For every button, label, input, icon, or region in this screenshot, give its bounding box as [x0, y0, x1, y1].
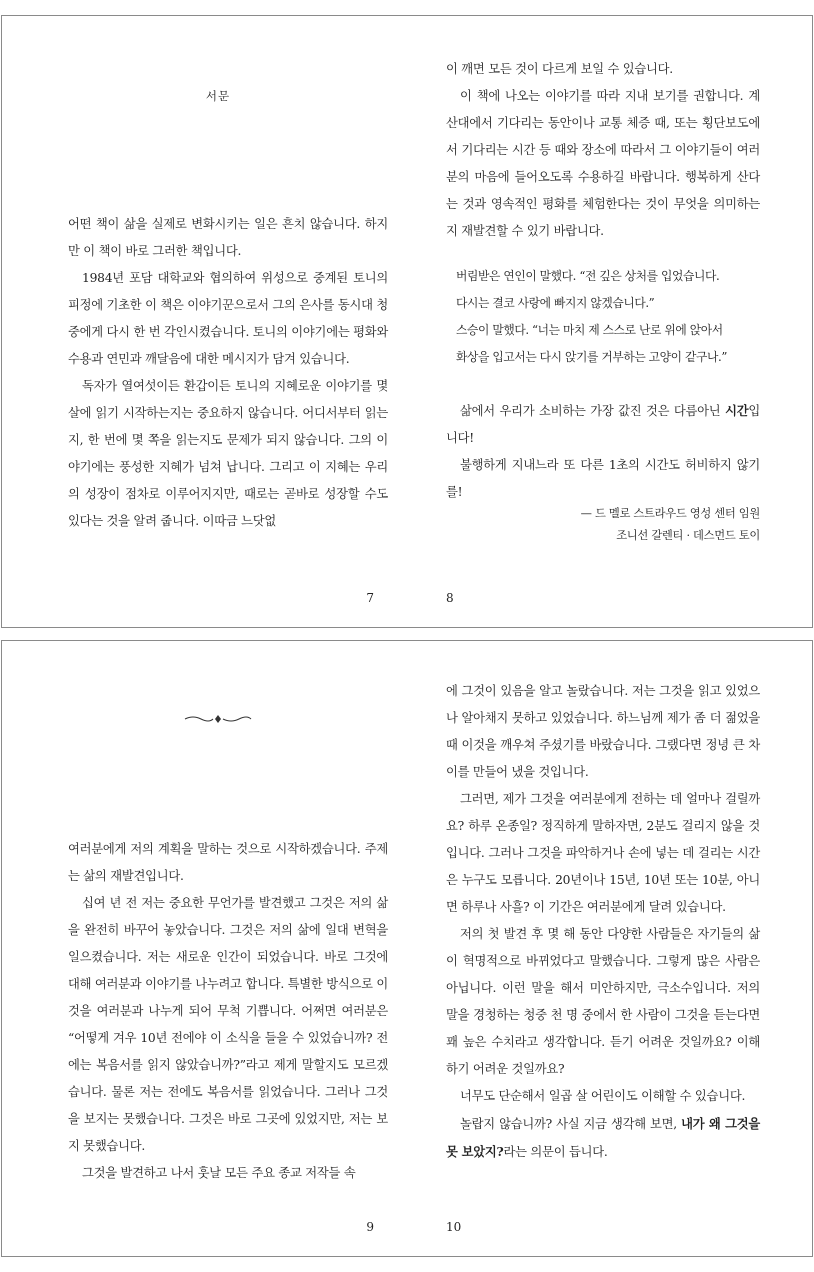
closing-text: [446, 397, 760, 506]
paragraph: 그러면, 제가 그것을 여러분에게 전하는 데 얼마나 걸릴까요? 하루 온종일? 정직하게 말하자면, 2분도 걸리지 않을 것입니다. 그러나 그것을 파악하거나 손에 넣는 데 걸리는 시간은 누구도 모릅니다. 20년이나 15년, 10년 또는 10분, 아니면 하루나 사흘? 이 기간은 여러분에게 달려 있습니다.: [446, 792, 760, 914]
page-7: [2, 16, 408, 627]
quote-line: 다시는 결코 사랑에 빠지지 않겠습니다.”: [456, 296, 655, 310]
paragraph: 이 책에 나오는 이야기를 따라 지내 보기를 권합니다. 계산대에서 기다리는 동안이나 교통 체증 때, 또는 횡단보도에서 기다리는 시간 등 때와 장소에 따라서 그 이야기들이 여러분의 마음에 들어오도록 수용하길 바랍니다. 행복하게 산다는 것과 영속적인 평화를 체험한다는 것이 무엇을 의미하는지 재발견할 수 있기 바랍니다.: [446, 89, 760, 238]
paragraph: [446, 1110, 760, 1166]
paragraph-part: 라는 의문이 듭니다.: [503, 1145, 608, 1159]
page-8-body: [446, 56, 760, 245]
page-9-body: [68, 836, 388, 1187]
page-8: [408, 16, 814, 627]
paragraph: 그것을 발견하고 나서 훗날 모든 주요 종교 저작들 속: [82, 1166, 356, 1180]
page-7-body: [68, 211, 388, 535]
paragraph: 어떤 책이 삶을 실제로 변화시키는 일은 흔치 않습니다. 하지만 이 책이 바로 그러한 책입니다.: [68, 217, 388, 258]
quote-line: 스승이 말했다. “너는 마치 제 스스로 난로 위에 앉아서: [456, 323, 723, 337]
paragraph: 이 깨면 모든 것이 다르게 보일 수 있습니다.: [446, 62, 673, 76]
page-number: 9: [366, 1220, 374, 1234]
paragraph: 너무도 단순해서 일곱 살 어린이도 이해할 수 있습니다.: [460, 1089, 746, 1103]
quote-line: 화상을 입고서는 다시 앉기를 거부하는 고양이 같구나.”: [456, 350, 727, 364]
paragraph: 십여 년 전 저는 중요한 무언가를 발견했고 그것은 저의 삶을 완전히 바꾸어 놓았습니다. 그것은 저의 삶에 일대 변혁을 일으켰습니다. 저는 새로운 인간이 되었습니다. 바로 그것에 대해 여러분과 이야기를 나누려고 합니다. 특별한 방식으로 이것을 여러분과 나누게 되어 무척 기쁩니다. 어쩌면 여러분은 “어떻게 겨우 10년 전에야 이 소식을 들을 수 있었습니까? 전에는 복음서를 읽지 않았습니까?”라고 제게 말할지도 모르겠습니다. 물론 저는 전에도 복음서를 읽었습니다. 그러나 그것을 보지는 못했습니다. 그것은 바로 그곳에 있었지만, 저는 보지 못했습니다.: [68, 896, 388, 1153]
paragraph: [446, 397, 760, 452]
page-number: 10: [446, 1220, 462, 1234]
paragraph: 불행하게 지내느라 또 다른 1초의 시간도 허비하지 않기를!: [446, 458, 760, 499]
page-9: [2, 641, 408, 1256]
paragraph: 에 그것이 있음을 알고 놀랐습니다. 저는 그것을 읽고 있었으나 알아채지 못하고 있었습니다. 하느님께 제가 좀 더 젊었을 때 이것을 깨우쳐 주셨기를 바랐습니다. 그랬다면 정녕 큰 차이를 만들어 냈을 것입니다.: [446, 684, 760, 779]
quote-line: 버림받은 연인이 말했다. “전 깊은 상처를 입었습니다.: [456, 269, 720, 283]
chapter-heading: 서문: [205, 89, 231, 103]
page-10: [408, 641, 814, 1256]
parable-quote: [456, 263, 756, 371]
attribution-line: 조니선 갈렌티 · 데스먼드 토이: [616, 529, 760, 542]
paragraph: 저의 첫 발견 후 몇 해 동안 다양한 사람들은 자기들의 삶이 혁명적으로 바뀌었다고 말했습니다. 그렇게 많은 사람은 아닙니다. 이런 말을 해서 미안하지만, 극소수입니다. 저의 말을 경청하는 청중 천 명 중에서 한 사람이 그것을 듣는다면 꽤 높은 수치라고 생각합니다. 듣기 어려운 것일까요? 이해하기 어려운 것일까요?: [446, 927, 760, 1076]
book-spread-pages-7-8: [1, 15, 813, 628]
attribution-line: — 드 멜로 스트라우드 영성 센터 임원: [580, 507, 760, 520]
flourish-icon: [183, 713, 253, 725]
book-spread-pages-9-10: [1, 640, 813, 1257]
paragraph: 독자가 열여섯이든 환갑이든 토니의 지혜로운 이야기를 몇 살에 읽기 시작하는지는 중요하지 않습니다. 어디서부터 읽는지, 한 번에 몇 쪽을 읽는지도 문제가 되지 않습니다. 그의 이야기에는 풍성한 지혜가 넘쳐 납니다. 그리고 이 지혜는 우리의 성장이 점차로 이루어지지만, 때로는 곧바로 성장할 수도 있다는 것을 알려 줍니다. 이따금 느닷없: [68, 379, 388, 528]
paragraph: 여러분에게 저의 계획을 말하는 것으로 시작하겠습니다. 주제는 삶의 재발견입니다.: [68, 842, 388, 883]
closing-text-part: 입니다!: [446, 404, 760, 445]
ornament-divider: [68, 713, 368, 725]
page-number: 8: [446, 591, 454, 605]
page-10-body: [446, 678, 760, 1166]
closing-text-part: 삶에서 우리가 소비하는 가장 값진 것은 다름아닌: [460, 404, 726, 418]
emphasis-time: 시간: [725, 403, 749, 418]
paragraph: 1984년 포담 대학교와 협의하여 위성으로 중계된 토니의 피정에 기초한 이 책은 이야기꾼으로서 그의 은사를 동시대 청중에게 다시 한 번 각인시켰습니다. 토니의 이야기에는 평화와 수용과 연민과 깨달음에 대한 메시지가 담겨 있습니다.: [68, 271, 388, 366]
attribution: [460, 503, 760, 547]
page-number: 7: [366, 591, 374, 605]
paragraph-part: 놀랍지 않습니까? 사실 지금 생각해 보면,: [460, 1117, 682, 1131]
emphasis-question: 내가 왜 그것을 못 보았지?: [446, 1116, 760, 1159]
